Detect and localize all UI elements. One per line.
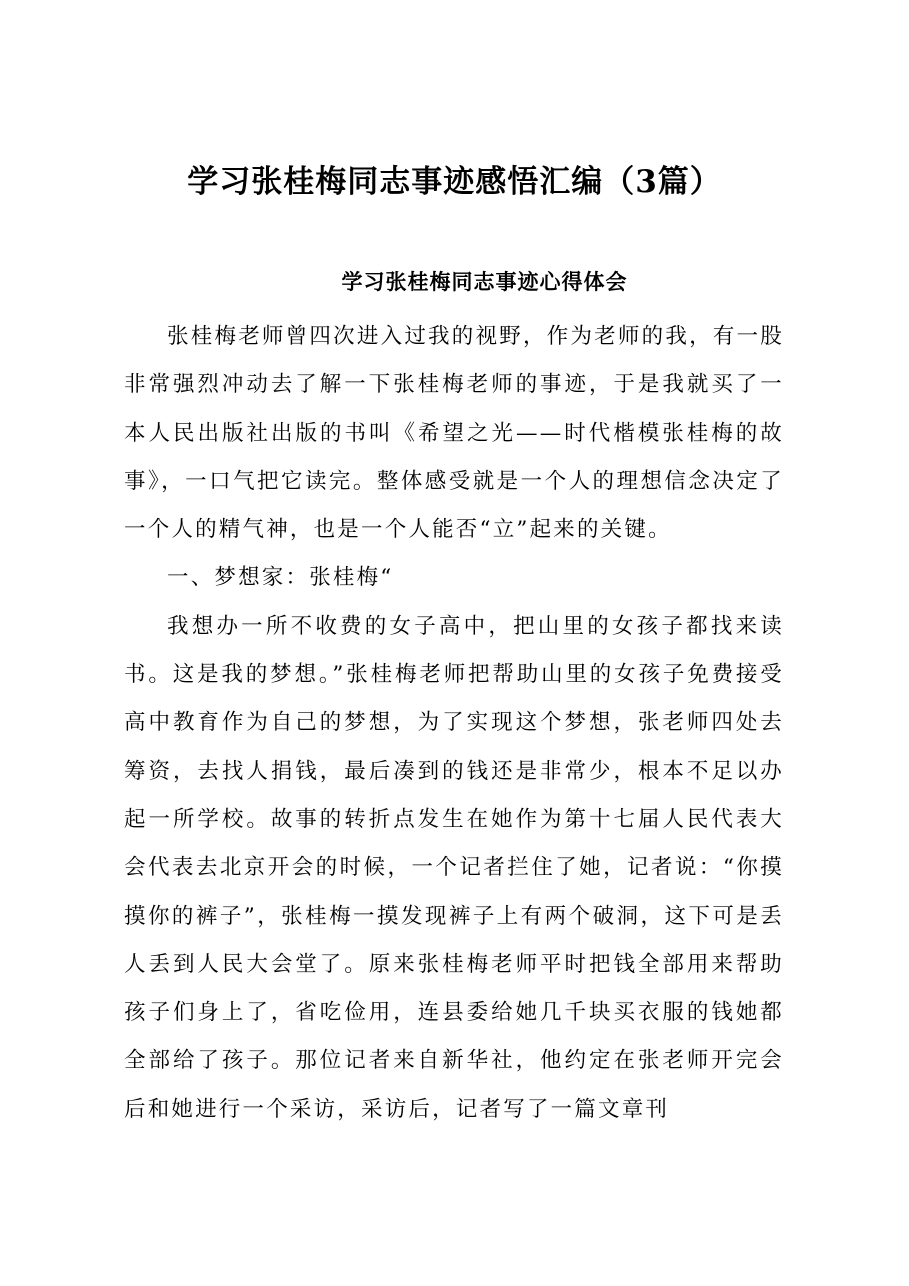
paragraph: 一、梦想家：张桂梅“	[167, 565, 394, 591]
section-title: 学习张桂梅同志事迹心得体会	[341, 269, 628, 294]
paragraph: 我想办一所不收费的女子高中，把山里的女孩子都找来读书。这是我的梦想。”张桂梅老师把帮助山里的女孩子免费接受高中教育作为自己的梦想，为了实现这个梦想，张老师四处去筹资，去找人捐钱，最后凑到的钱还是非常少，根本不足以办起一所学校。故事的转折点发生在她作为第十七届人民代表大会代表去北京开会的时候，一个记者拦住了她，记者说：“你摸摸你的裤子”，张桂梅一摸发现裤子上有两个破洞，这下可是丢人丢到人民大会堂了。原来张桂梅老师平时把钱全部用来帮助孩子们身上了，省吃俭用，连县委给她几千块买衣服的钱她都全部给了孩子。那位记者来自新华社，他约定在张老师开完会后和她进行一个采访，采访后，记者写了一篇文章刊	[124, 613, 784, 1122]
article-body	[124, 313, 784, 1134]
document-title: 学习张桂梅同志事迹感悟汇编（3篇）	[187, 164, 722, 200]
paragraph: 张桂梅老师曾四次进入过我的视野，作为老师的我，有一股非常强烈冲动去了解一下张桂梅老师的事迹，于是我就买了一本人民出版社出版的书叫《希望之光——时代楷模张桂梅的故事》，一口气把它读完。整体感受就是一个人的理想信念决定了一个人的精气神，也是一个人能否“立”起来的关键。	[124, 324, 784, 543]
